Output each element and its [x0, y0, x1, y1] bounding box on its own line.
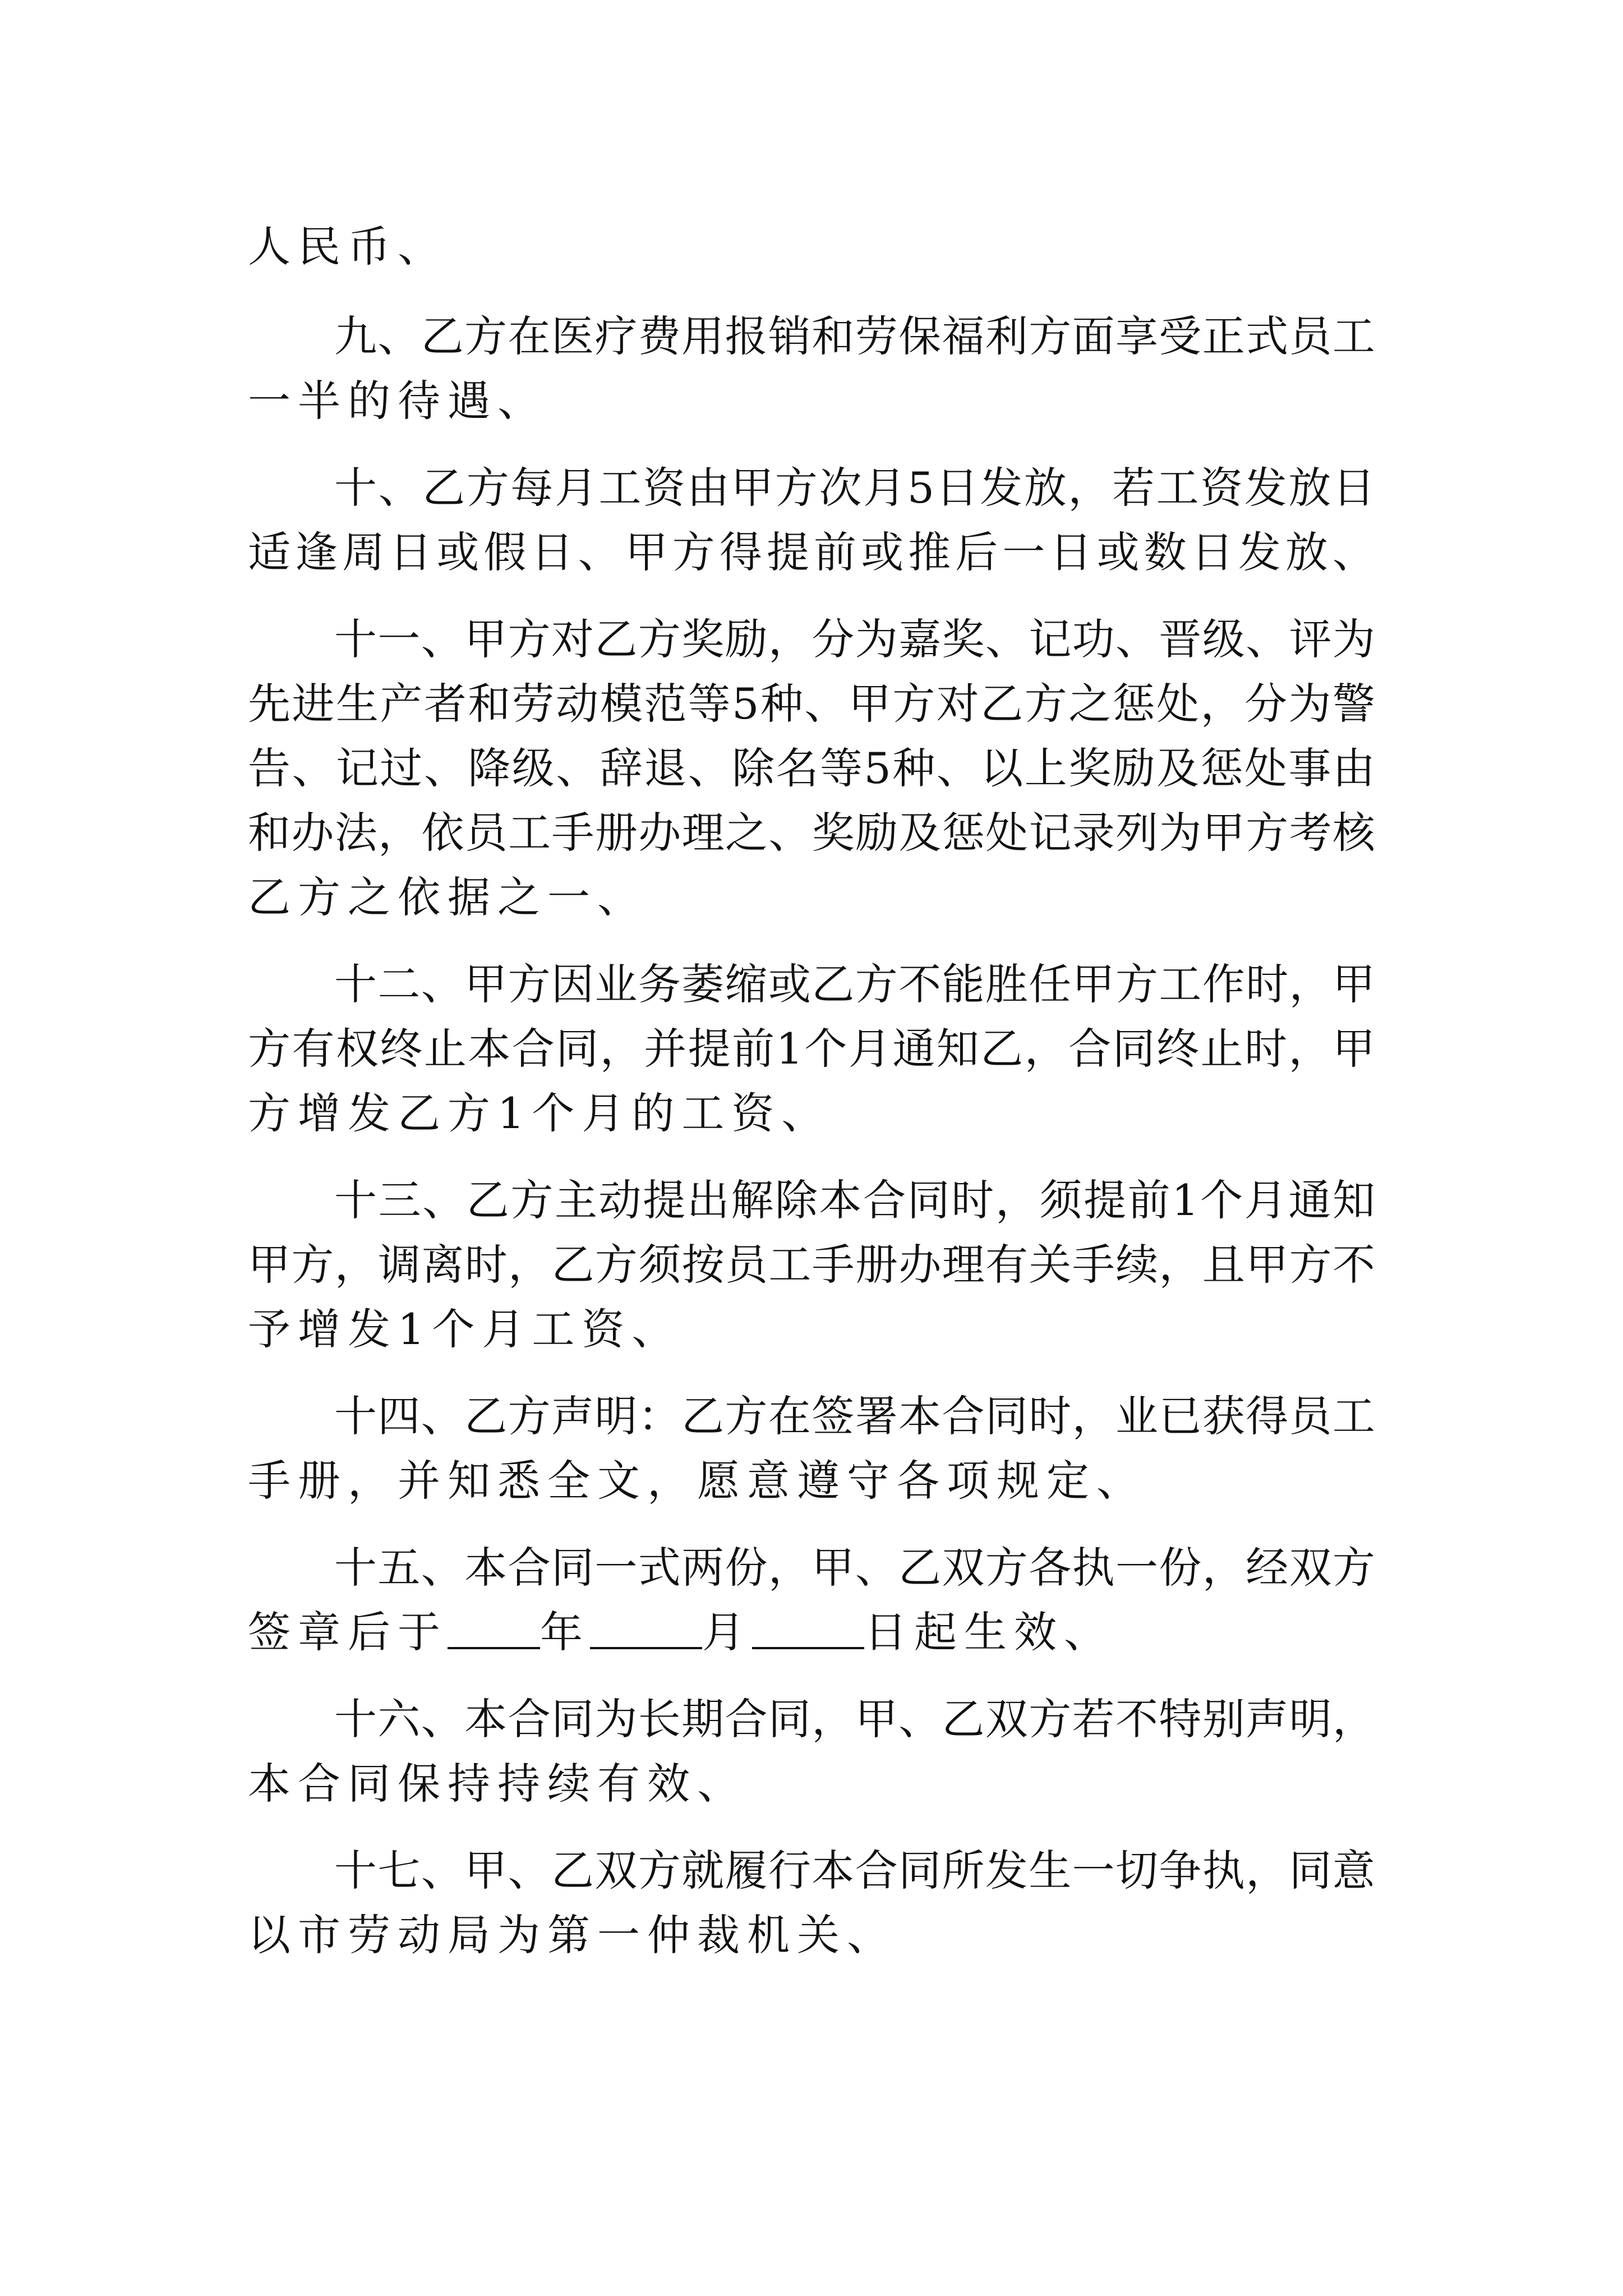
- clause-16-line-2: 本合同保持持续有效、: [248, 1759, 747, 1809]
- day-blank: [752, 1645, 864, 1649]
- clause-13-line-2: 甲方，调离时，乙方须按员工手册办理有关手续，且甲方不: [248, 1240, 1375, 1290]
- clause-10-line-1: 十、乙方每月工资由甲方次月5日发放，若工资发放日: [334, 463, 1375, 513]
- clause-17-line-2: 以市劳动局为第一仲裁机关、: [248, 1910, 897, 1960]
- clause-11-line-4: 和办法，依员工手册办理之、奖励及惩处记录列为甲方考核: [248, 808, 1375, 858]
- clause-13-line-1: 十三、乙方主动提出解除本合同时，须提前1个月通知: [334, 1175, 1375, 1225]
- clause-12-line-3: 方增发乙方1个月的工资、: [248, 1088, 832, 1138]
- month-blank: [590, 1645, 702, 1649]
- clause-12-line-2: 方有权终止本合同，并提前1个月通知乙，合同终止时，甲: [248, 1024, 1375, 1074]
- clause-16-line-1: 十六、本合同为长期合同，甲、乙双方若不特别声明，: [334, 1694, 1375, 1744]
- day-label: 日起生效、: [864, 1607, 1114, 1657]
- clause-14-line-2: 手册，并知悉全文，愿意遵守各项规定、: [248, 1456, 1146, 1506]
- clause-12-line-1: 十二、甲方因业务萎缩或乙方不能胜任甲方工作时，甲: [334, 959, 1375, 1009]
- clause-11-line-2: 先进生产者和劳动模范等5种、甲方对乙方之惩处，分为警: [248, 679, 1375, 729]
- clause-11-line-3: 告、记过、降级、辞退、除名等5种、以上奖励及惩处事由: [248, 743, 1375, 793]
- year-label: 年: [540, 1607, 590, 1657]
- clause-9-line-2: 一半的待遇、: [248, 376, 547, 426]
- clause-11-line-1: 十一、甲方对乙方奖励，分为嘉奖、记功、晋级、评为: [334, 614, 1375, 664]
- clause-15-line-1: 十五、本合同一式两份，甲、乙双方各执一份，经双方: [334, 1543, 1375, 1593]
- clause-15-line-2: [248, 1602, 1114, 1663]
- clause-10-line-2: 适逢周日或假日、甲方得提前或推后一日或数日发放、: [248, 527, 1375, 577]
- text-line: 人民币、: [248, 222, 448, 272]
- effective-date-prefix: 签章后于: [248, 1607, 448, 1657]
- clause-11-line-5: 乙方之依据之一、: [248, 872, 647, 922]
- month-label: 月: [702, 1607, 752, 1657]
- clause-13-line-3: 予增发1个月工资、: [248, 1304, 682, 1354]
- clause-9-line-1: 九、乙方在医疗费用报销和劳保福利方面享受正式员工: [334, 311, 1375, 361]
- clause-17-line-1: 十七、甲、乙双方就履行本合同所发生一切争执，同意: [334, 1846, 1375, 1895]
- clause-14-line-1: 十四、乙方声明：乙方在签署本合同时，业已获得员工: [334, 1391, 1375, 1441]
- year-blank: [448, 1645, 540, 1649]
